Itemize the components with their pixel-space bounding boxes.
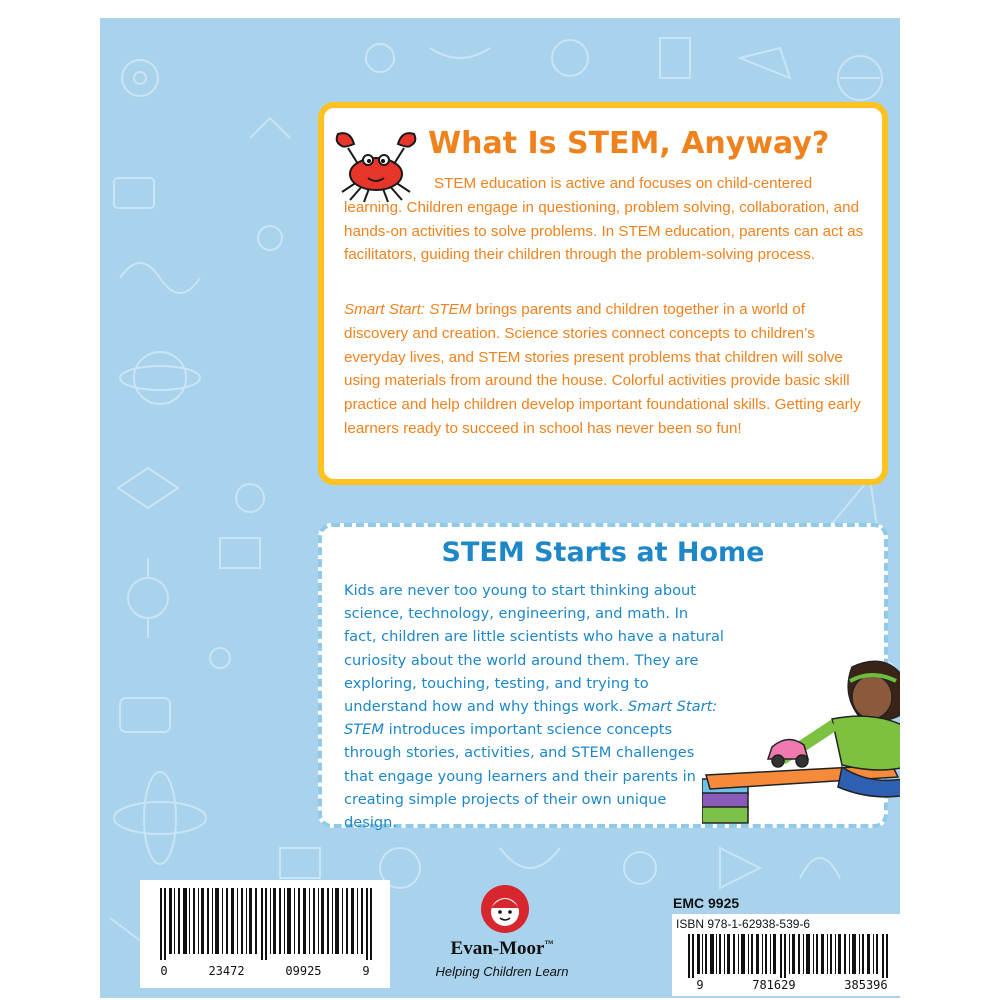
book-title-smart-start: Smart Start: STEM (344, 301, 472, 318)
upc-digit-group: 9 (362, 964, 370, 978)
upc-digit-group: 0 (160, 964, 168, 978)
publisher-name (432, 938, 572, 960)
girl-with-toy-car-illustration (702, 657, 900, 827)
upc-digits (140, 964, 390, 978)
upc-barcode (140, 880, 390, 988)
isbn-number: ISBN 978-1-62938-539-6 (676, 917, 811, 931)
upc-digit-group: 23472 (208, 964, 245, 978)
isbn-digit-group: 781629 (752, 978, 796, 992)
what-is-stem-box (318, 102, 888, 485)
what-is-stem-paragraph-1 (344, 172, 868, 267)
isbn-barcode-bars (688, 934, 888, 978)
paragraph-2-text: brings parents and children together in a world of discovery and creation. Science stories connect concepts to children’s everyday lives, and STEM stories present problems that children will solve using materials from around the house. Colorful activities provide basic skill practice and help children develop important foundational skills. Getting early learners ready to succeed in school has never been so fun! (344, 301, 861, 437)
paragraph-part-1: Kids are never too young to start thinking about science, technology, engineering, and math. In fact, children are little scientists who have a natural curiosity about the world around them. They are exploring, touching, testing, and trying to understand how and why things work. (344, 582, 724, 716)
isbn-digit-group: 385396 (844, 978, 888, 992)
publisher-logo (432, 884, 572, 994)
stem-starts-at-home-title: STEM Starts at Home (441, 537, 765, 568)
isbn-digit-group: 9 (696, 978, 704, 992)
stem-starts-at-home-box (318, 523, 888, 832)
what-is-stem-title: What Is STEM, Anyway? (428, 126, 830, 161)
stem-starts-at-home-paragraph (344, 579, 724, 834)
evan-moor-girl-logo-icon (480, 884, 530, 934)
what-is-stem-paragraph-2 (344, 298, 868, 441)
upc-digit-group: 09925 (285, 964, 322, 978)
book-title-smart-start: Smart Start: STEM (344, 698, 718, 739)
product-code: EMC 9925 (673, 895, 740, 911)
book-back-cover (100, 18, 900, 998)
trademark-symbol: ™ (544, 938, 554, 949)
paragraph-1-text: STEM education is active and focuses on child-centered learning. Children engage in questioning, problem solving, collaboration, and hands-on activities to solve problems. In STEM education, parents can act as facilitators, guiding their children through the problem-solving process. (344, 175, 864, 264)
isbn-barcode (672, 914, 912, 996)
isbn-barcode-digits (672, 978, 912, 992)
publisher-tagline: Helping Children Learn (435, 964, 569, 979)
paragraph-part-2: introduces important science concepts through stories, activities, and STEM challenges that engage young learners and their parents in creating simple projects of their own unique design. (344, 721, 696, 832)
publisher-name-text: Evan-Moor (450, 938, 545, 959)
upc-barcode-bars (160, 888, 372, 960)
